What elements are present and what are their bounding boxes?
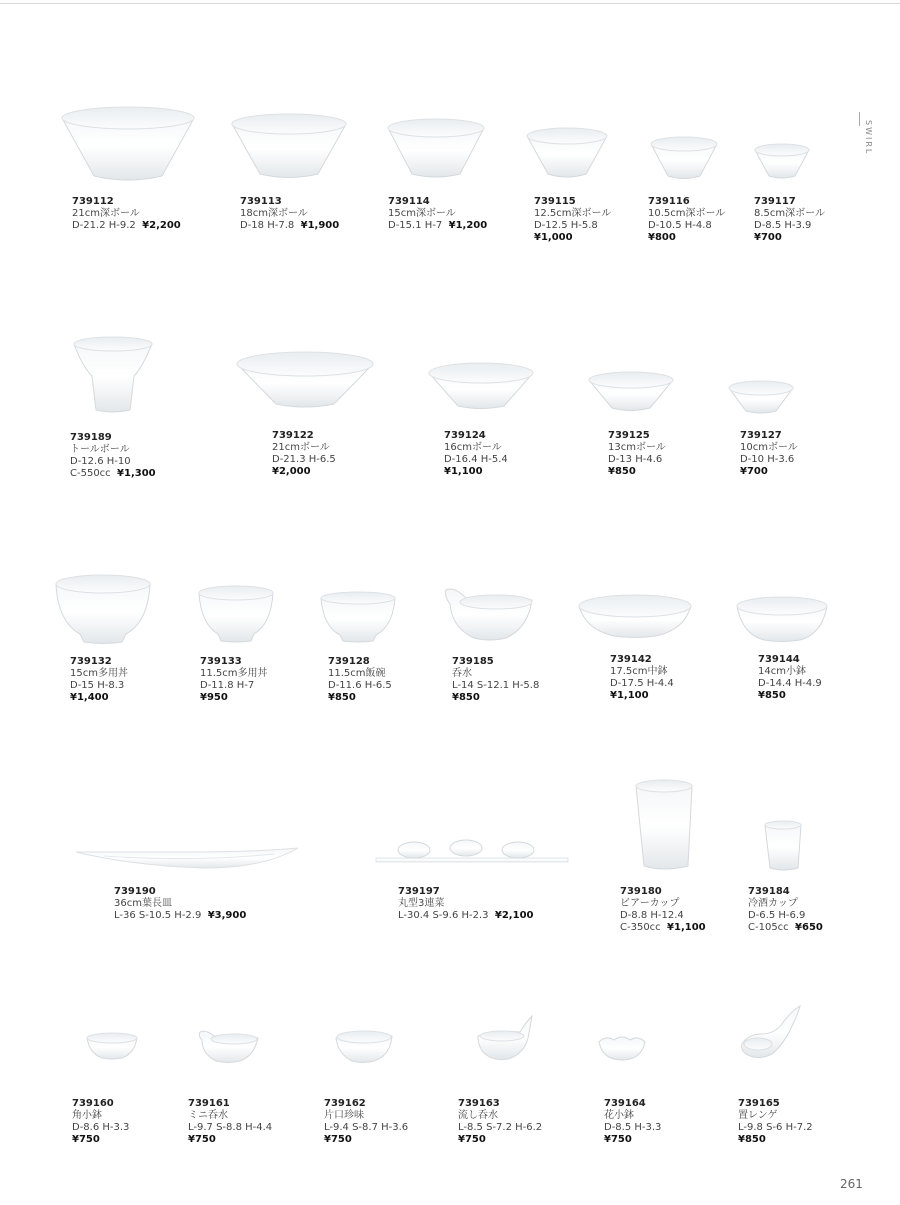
product-name: 10cmボール: [740, 442, 798, 453]
tall-bowl-icon: [68, 332, 158, 416]
long-plate-icon: [74, 826, 300, 874]
sake-cup-icon: [762, 818, 804, 874]
deep-bowl-icon: [752, 142, 812, 182]
product-code: 739127: [740, 430, 782, 441]
product-price: ¥1,100: [610, 690, 649, 701]
deep-bowl-icon: [524, 124, 610, 182]
product-dims: D-11.6 H-6.5: [328, 680, 392, 691]
product-name: 花小鉢: [604, 1110, 634, 1121]
product-739127: [726, 378, 798, 477]
product-dims: D-8.8 H-12.4: [620, 910, 684, 921]
product-price: ¥850: [452, 692, 480, 703]
product-739185: [444, 584, 540, 703]
product-dims: L-8.5 S-7.2 H-6.2: [458, 1122, 543, 1133]
product-name: 13cmボール: [608, 442, 666, 453]
product-dims: L-9.8 S-6 H-7.2: [738, 1122, 813, 1133]
small-bowl-icon: [474, 1014, 536, 1064]
product-dims: D-13 H-4.6: [608, 454, 663, 465]
product-name: 12.5cm深ボール: [534, 208, 612, 219]
product-dims: D-8.5 H-3.3: [604, 1122, 662, 1133]
product-price: ¥850: [608, 466, 636, 477]
product-name: 36cm葉長皿: [114, 898, 172, 909]
product-739122: [234, 346, 376, 477]
product-739112: [58, 98, 198, 231]
product-dims: D-6.5 H-6.9: [748, 910, 806, 921]
product-code: 739133: [200, 656, 242, 667]
product-name: 15cm深ボール: [388, 208, 456, 219]
deep-bowl-icon: [648, 134, 720, 182]
product-code: 739189: [70, 432, 112, 443]
product-739162: [324, 1026, 409, 1145]
product-name: 16cmボール: [444, 442, 502, 453]
product-dims: D-8.5 H-3.9: [754, 220, 812, 231]
product-code: 739144: [758, 654, 800, 665]
product-739125: [586, 368, 676, 477]
product-code: 739197: [398, 886, 440, 897]
product-price: ¥2,000: [272, 466, 311, 477]
product-code: 739164: [604, 1098, 646, 1109]
product-code: 739114: [388, 196, 430, 207]
product-name: 置レンゲ: [738, 1110, 778, 1121]
product-code: 739185: [452, 656, 494, 667]
product-dims: L-36 S-10.5 H-2.9: [114, 910, 202, 921]
shallow-bowl-icon: [426, 358, 536, 412]
shallow-bowl-icon: [586, 368, 676, 414]
series-label-bar: [859, 112, 860, 126]
product-price: ¥1,900: [300, 220, 340, 231]
product-739190: [74, 826, 300, 921]
product-code: 739180: [620, 886, 662, 897]
product-dims: D-18 H-7.8: [240, 220, 295, 231]
product-739115: [524, 124, 612, 243]
product-code: 739112: [72, 196, 114, 207]
product-dims: D-21.3 H-6.5: [272, 454, 336, 465]
product-code: 739163: [458, 1098, 500, 1109]
product-price: ¥750: [72, 1134, 100, 1145]
product-code: 739132: [70, 656, 112, 667]
product-code: 739117: [754, 196, 796, 207]
product-price: ¥1,100: [444, 466, 483, 477]
product-dims: D-8.6 H-3.3: [72, 1122, 130, 1133]
product-price: ¥750: [324, 1134, 352, 1145]
product-code: 739190: [114, 886, 156, 897]
product-dims: L-30.4 S-9.6 H-2.3: [398, 910, 489, 921]
product-739161: [188, 1026, 273, 1145]
rice-bowl-icon: [318, 588, 398, 644]
product-name: 角小鉢: [72, 1110, 102, 1121]
deep-bowl-icon: [228, 108, 350, 184]
product-price: ¥1,100: [667, 922, 706, 933]
product-739113: [228, 108, 350, 231]
product-dims: D-15 H-8.3: [70, 680, 125, 691]
top-rule: [0, 3, 900, 4]
product-name: 10.5cm深ボール: [648, 208, 726, 219]
product-code: 739125: [608, 430, 650, 441]
product-name: 21cmボール: [272, 442, 330, 453]
spoon-icon: [738, 1004, 804, 1064]
flower-bowl-icon: [596, 1032, 648, 1062]
product-dims: D-16.4 H-5.4: [444, 454, 508, 465]
small-bowl-icon: [198, 1026, 260, 1066]
product-price: ¥850: [738, 1134, 766, 1145]
beer-cup-icon: [632, 776, 696, 876]
medium-bowl-icon: [734, 592, 830, 644]
product-739133: [196, 582, 276, 703]
tonsui-bowl-icon: [444, 584, 536, 644]
product-name: 呑水: [452, 668, 472, 679]
product-739189: [68, 332, 158, 479]
product-dims: L-9.7 S-8.8 H-4.4: [188, 1122, 273, 1133]
product-dims: D-11.8 H-7: [200, 680, 255, 691]
product-dims: D-12.5 H-5.8: [534, 220, 598, 231]
product-price: ¥950: [200, 692, 228, 703]
product-code: 739165: [738, 1098, 780, 1109]
product-dims: D-12.6 H-10: [70, 456, 131, 467]
product-capacity: C-350cc: [620, 922, 661, 933]
product-739114: [384, 114, 488, 231]
product-name: 丸型3連菜: [398, 898, 445, 909]
product-code: 739124: [444, 430, 486, 441]
rice-bowl-icon: [196, 582, 276, 644]
product-739163: [458, 1014, 543, 1145]
product-dims: D-21.2 H-9.2: [72, 220, 136, 231]
product-name: 11.5cm飯碗: [328, 668, 386, 679]
product-739160: [72, 1030, 140, 1145]
product-name: トールボール: [70, 444, 130, 455]
product-dims: D-10 H-3.6: [740, 454, 795, 465]
shallow-bowl-icon: [726, 378, 796, 416]
product-price: ¥650: [795, 922, 823, 933]
product-code: 739162: [324, 1098, 366, 1109]
product-price: ¥1,200: [448, 220, 488, 231]
product-name: 流し呑水: [458, 1110, 498, 1121]
product-739124: [426, 358, 536, 477]
product-code: 739160: [72, 1098, 114, 1109]
deep-bowl-icon: [58, 98, 198, 188]
product-code: 739142: [610, 654, 652, 665]
product-name: ミニ呑水: [188, 1110, 228, 1121]
product-code: 739128: [328, 656, 370, 667]
triple-dish-icon: [374, 832, 570, 872]
product-code: 739184: [748, 886, 790, 897]
deep-bowl-icon: [384, 114, 488, 182]
product-739116: [648, 134, 726, 243]
product-739142: [576, 590, 694, 701]
shallow-bowl-icon: [234, 346, 376, 412]
product-name: 18cm深ボール: [240, 208, 308, 219]
product-739117: [752, 142, 825, 243]
series-label-text: SWIRL: [864, 120, 873, 156]
product-dims: L-9.4 S-8.7 H-3.6: [324, 1122, 409, 1133]
product-price: ¥1,400: [70, 692, 109, 703]
product-price: ¥2,200: [142, 220, 181, 231]
product-739144: [734, 592, 830, 701]
product-price: ¥850: [328, 692, 356, 703]
product-price: ¥700: [740, 466, 768, 477]
product-739132: [52, 570, 154, 703]
product-739197: [374, 832, 570, 921]
product-code: 739115: [534, 196, 576, 207]
product-capacity: C-550cc: [70, 468, 111, 479]
product-price: ¥750: [188, 1134, 216, 1145]
product-price: ¥2,100: [494, 910, 534, 921]
series-label: [856, 112, 876, 160]
product-739128: [318, 588, 398, 703]
product-name: 片口珍味: [324, 1110, 364, 1121]
product-739184: [748, 818, 823, 933]
small-bowl-icon: [84, 1030, 140, 1062]
product-name: ビアーカップ: [620, 898, 680, 909]
product-code: 739116: [648, 196, 690, 207]
product-price: ¥700: [754, 232, 782, 243]
page-number: 261: [840, 1177, 863, 1191]
small-bowl-icon: [334, 1026, 394, 1066]
product-739165: [738, 1004, 813, 1145]
product-price: ¥3,900: [207, 910, 247, 921]
product-dims: D-15.1 H-7: [388, 220, 443, 231]
product-price: ¥750: [604, 1134, 632, 1145]
product-dims: D-17.5 H-4.4: [610, 678, 674, 689]
product-price: ¥800: [648, 232, 676, 243]
product-name: 11.5cm多用丼: [200, 668, 268, 679]
product-code: 739122: [272, 430, 314, 441]
product-dims: L-14 S-12.1 H-5.8: [452, 680, 540, 691]
product-code: 739113: [240, 196, 282, 207]
product-739164: [596, 1032, 662, 1145]
product-name: 17.5cm中鉢: [610, 666, 668, 677]
product-dims: D-10.5 H-4.8: [648, 220, 712, 231]
product-name: 8.5cm深ボール: [754, 208, 825, 219]
product-name: 15cm多用丼: [70, 668, 128, 679]
product-name: 14cm小鉢: [758, 666, 806, 677]
product-price: ¥1,000: [534, 232, 573, 243]
product-739180: [620, 776, 706, 933]
product-code: 739161: [188, 1098, 230, 1109]
product-price: ¥1,300: [117, 468, 156, 479]
product-price: ¥750: [458, 1134, 486, 1145]
product-dims: D-14.4 H-4.9: [758, 678, 822, 689]
medium-bowl-icon: [576, 590, 694, 640]
rice-bowl-icon: [52, 570, 154, 646]
product-name: 21cm深ボール: [72, 208, 140, 219]
product-price: ¥850: [758, 690, 786, 701]
product-capacity: C-105cc: [748, 922, 789, 933]
product-name: 冷酒カップ: [748, 898, 798, 909]
